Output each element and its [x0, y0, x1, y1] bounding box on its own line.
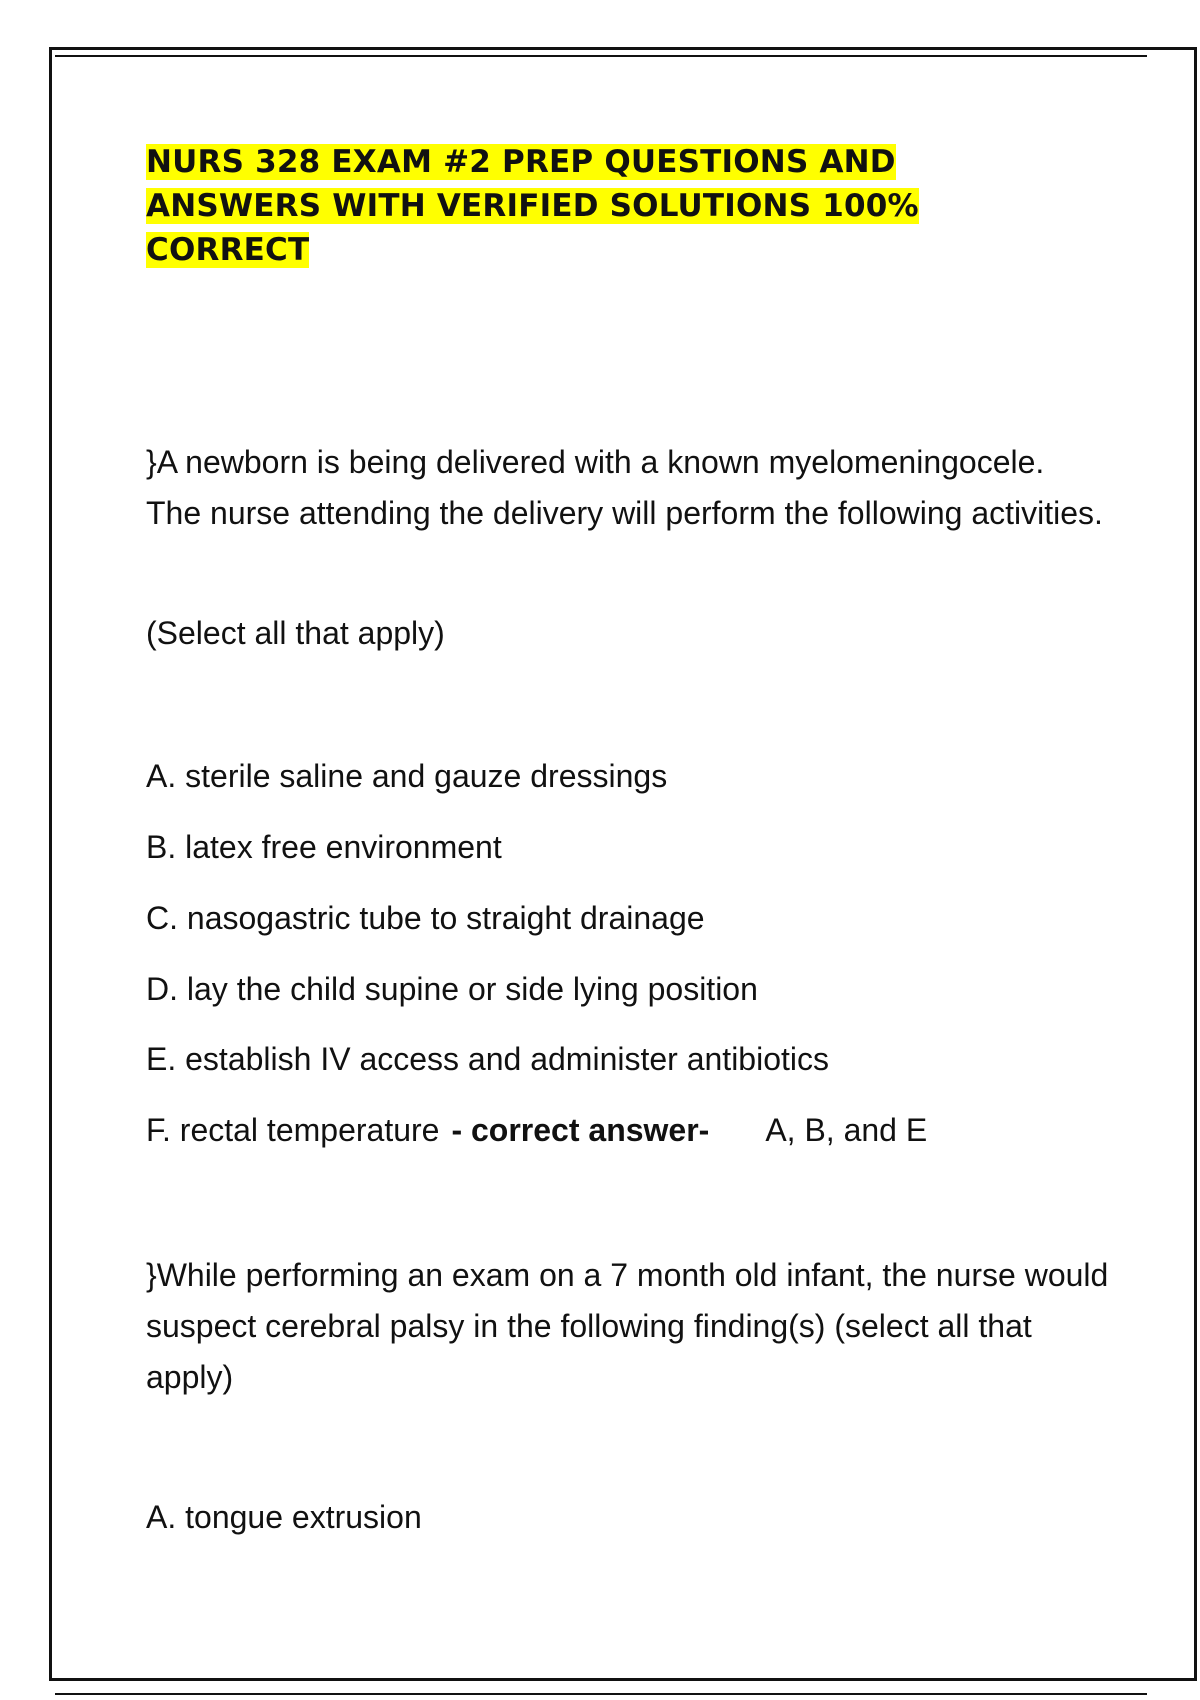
- question-1-option-b: B. latex free environment: [146, 829, 502, 865]
- question-2-option-a: A. tongue extrusion: [146, 1499, 422, 1535]
- question-2-text: }While performing an exam on a 7 month old infant, the nurse would suspect cerebral palsy in the following finding(s) (select all that apply): [146, 1257, 1109, 1395]
- question-1-option-e: E. establish IV access and administer antibiotics: [146, 1041, 829, 1077]
- question-1-option-d: D. lay the child supine or side lying position: [146, 971, 758, 1007]
- question-1-option-f-with-answer: [146, 1105, 927, 1156]
- highlighted-title-text: NURS 328 EXAM #2 PREP QUESTIONS AND ANSWERS WITH VERIFIED SOLUTIONS 100% CORRECT: [146, 144, 919, 268]
- question-1-option-f: F. rectal temperature: [146, 1112, 440, 1148]
- question-1-instruction: (Select all that apply): [146, 615, 445, 651]
- correct-answer-value: A, B, and E: [765, 1112, 928, 1148]
- question-1-text: }A newborn is being delivered with a known myelomeningocele. The nurse attending the delivery will perform the following activities.: [146, 444, 1103, 531]
- bottom-divider: [55, 1693, 1147, 1695]
- top-divider: [55, 55, 1147, 57]
- correct-answer-label: - correct answer-: [451, 1112, 710, 1148]
- question-1-option-c: C. nasogastric tube to straight drainage: [146, 900, 705, 936]
- question-1-option-a: A. sterile saline and gauze dressings: [146, 758, 668, 794]
- document-title: [146, 140, 1006, 272]
